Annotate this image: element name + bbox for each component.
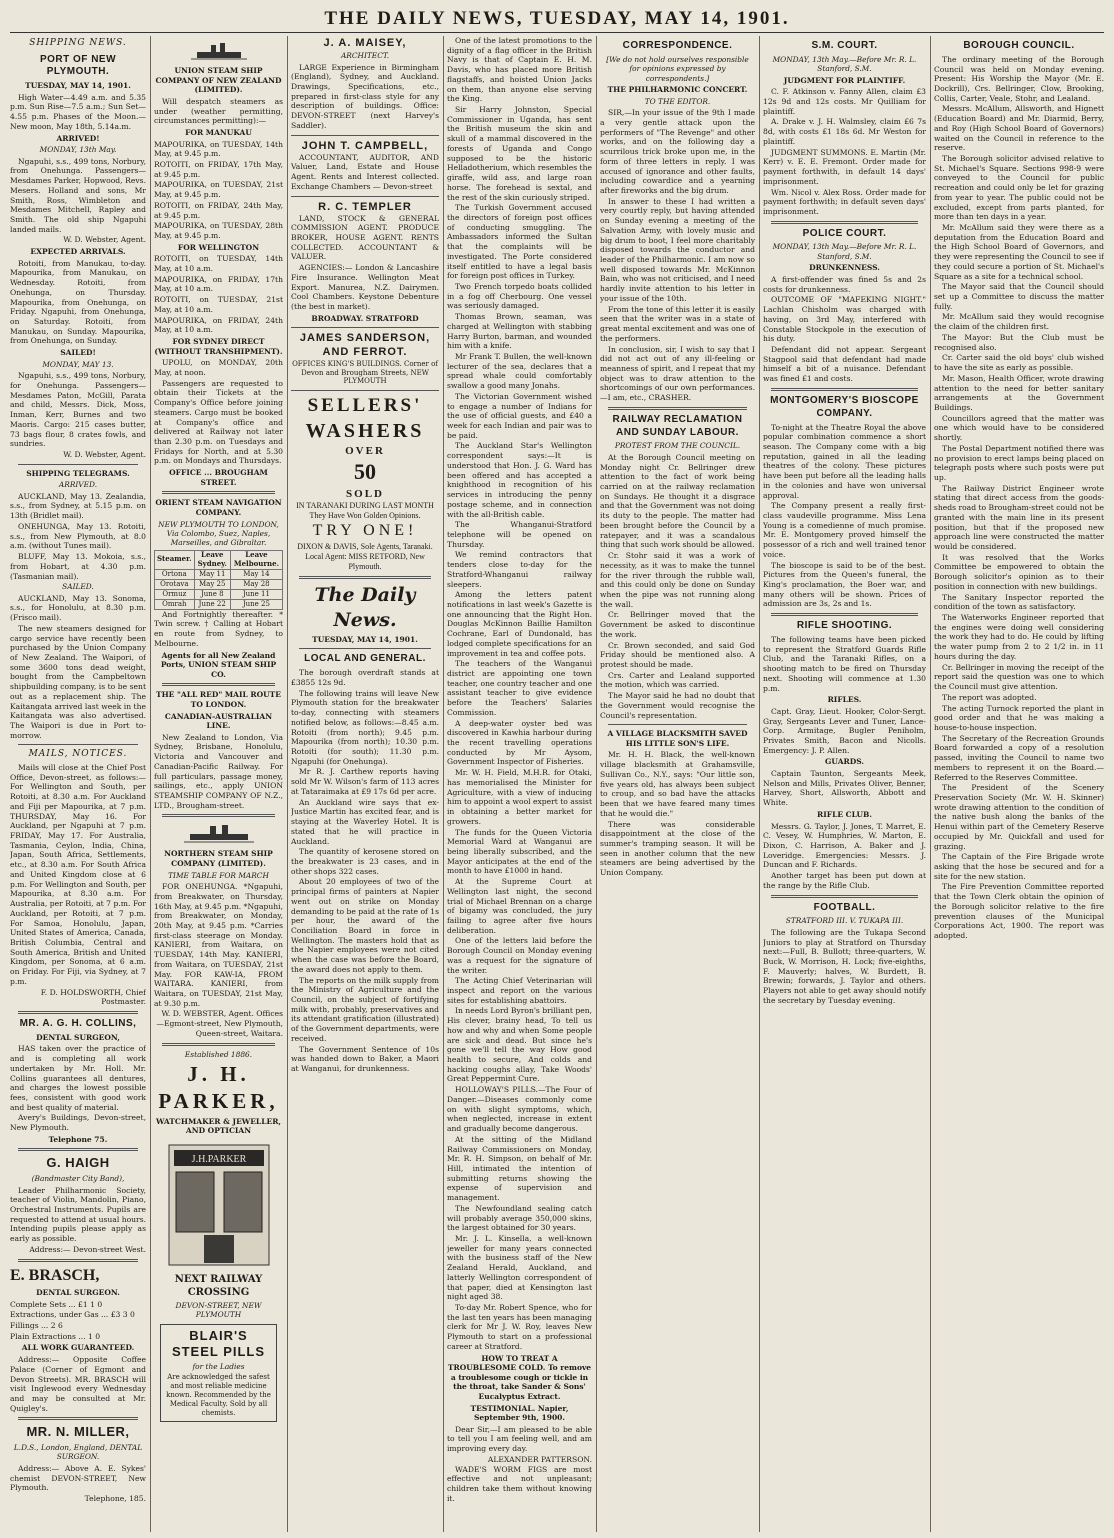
table-header: Steamer. — [155, 550, 195, 569]
column-shipping — [10, 36, 146, 1532]
column-borough-council — [934, 36, 1104, 1532]
column-rule — [150, 36, 151, 1532]
haigh-ad-text: Leader Philharmonic Society, teacher of Violin, Mandolin, Piano, Orchestral Instruments. Pupils are requested to attend at usual hours. Intending pupils please apply as early as possible. — [10, 1185, 146, 1244]
council-paragraph: Cr. Bellringer in moving the receipt of the report said the question was one to which the Council must give attention. — [934, 662, 1104, 692]
miller-ad-subtitle: L.D.S., London, England, DENTAL SURGEON. — [13, 1443, 143, 1462]
to-the-editor: TO THE EDITOR. — [644, 96, 711, 106]
orient-ad-subtitle: NEW PLYMOUTH TO LONDON, Via Colombo, Suez, Naples, Marseilles, and Gibraltar. — [158, 519, 279, 548]
guards-heading: GUARDS. — [824, 757, 865, 767]
divider — [299, 576, 431, 579]
office-line: OFFICE ... BROUGHAM STREET. — [169, 468, 268, 487]
collins-ad-subtitle: DENTAL SURGEON, — [36, 1032, 120, 1042]
article-paragraph: Cr. Stohr said it was a work of necessity, as it was to make the tunnel for the river through the rubble wall, and this could only be done on Sunday when the pipe was not running along the wall. — [600, 551, 755, 609]
team-list: Messrs. G. Taylor, J. Jones, T. Marret, E. C. Vesey, W. Humphries, W. Marton, E. Dixon, C. Harrison, A. Baker and J. Loveridge. Emergencies: Messrs. J. Duncan and F. Richards. — [763, 821, 926, 870]
sellers-agents: DIXON & DAVIS, Sole Agents, Taranaki. — [297, 541, 433, 551]
northern-ad-title: NORTHERN STEAM SHIP COMPANY (LIMITED). — [164, 849, 273, 869]
pills-subtitle: for the Ladies — [192, 1361, 245, 1371]
article-paragraph: Cr. Bellringer moved that the Government be asked to discontinue the work. — [600, 610, 755, 639]
taranaki-line: IN TARANAKI DURING LAST MONTH — [296, 500, 434, 510]
news-item: Two French torpedo boats collided in a fog off Cherbourg. One vessel was seriously damaged. — [447, 281, 592, 311]
column-general-news — [447, 36, 592, 1532]
northern-ad-subtitle: TIME TABLE FOR MARCH — [168, 870, 269, 880]
divider — [18, 1148, 138, 1151]
parker-established: Established 1886. — [184, 1049, 253, 1059]
orient-agents: Agents for all New Zealand Ports, UNION STEAM SHIP CO. — [160, 650, 277, 679]
telegrams-sailed: SAILED. — [62, 582, 94, 592]
letter-paragraph: In conclusion, sir, I wish to say that I did not act out of any ill-feeling or meanness of spirit, and I repeat that my object was to draw attention to the shortcomings of our own performances.—I am, etc., CRASHER. — [600, 344, 755, 403]
arrived-heading: ARRIVED! — [56, 133, 100, 143]
sailing-item: MAPOURIKA, on TUESDAY, 14th May, at 9.45 p.m. — [154, 139, 283, 159]
sailed-date: MONDAY, MAY 13. — [42, 359, 114, 369]
steamship-icon — [189, 40, 249, 62]
sailing-item: MAPOURIKA, on TUESDAY, 28th May, at 9.45 p.m. — [154, 221, 283, 240]
railway-crossing-line: NEXT RAILWAY CROSSING — [174, 1274, 263, 1298]
table-cell: June 22 — [194, 599, 230, 609]
table-cell: May 14 — [230, 569, 282, 579]
templer-agencies: AGENCIES:— London & Lancashire Fire Insurance. Wellington Meat Export. Manurea, N.Z. Dairymen. Cool Chambers. Keystone Debenture (the best in market). — [291, 263, 439, 312]
brasch-price-row: Complete Sets ... £1 1 0 — [10, 1299, 103, 1309]
football-heading: FOOTBALL. — [813, 901, 876, 913]
northern-ad-text: FOR ONEHUNGA. *Ngapuhi, from Breakwater, on Thursday, 16th May, at 9.45 p.m. *Ngapuhi, from Breakwater, on Monday, 20th May, at 9.45 p.m. *Carries first-class steerage on Monday. KANIERI, from Waitara, on TUESDAY, 14th May. KANIERI, from Waitara, on TUESDAY, 21st May. FOR KAW-IA, FROM WAITARA. KANIERI, from Waitara, on TUESDAY, 21st May, at 9.30 p.m. — [154, 882, 283, 1008]
news-item: The teachers of the Wanganui district are appointing one town teacher, one country teacher and one assistant teacher to give evidence before the Teachers' Salaries Commission. — [447, 659, 592, 717]
telegram-item: ONEHUNGA, May 13. Rotoiti, s.s., from New Plymouth, at 8.0 a.m. (without Tunes mail). — [10, 521, 146, 551]
column-steamship-ads — [154, 36, 283, 1532]
article-paragraph: Mr. H. H. Black, the well-known village blacksmith at Grahamsville, Sullivan Co., N.Y., says: "Our little son, five years old, has always been subject to croup, and so bad have the attacks been that we have feared many times that he would die." — [600, 750, 755, 818]
table-cell: June 11 — [230, 589, 282, 599]
correspondence-note: [We do not hold ourselves responsible for opinions expressed by correspondents.] — [606, 54, 749, 83]
over-line: OVER — [345, 445, 385, 458]
blacksmith-heading: A VILLAGE BLACKSMITH SAVED HIS LITTLE SON'S LIFE. — [607, 729, 748, 748]
council-paragraph: Mr. McAllum said they would recognise the claim of the children first. — [934, 312, 1104, 332]
article-paragraph: The following are the Tukapa Second Juniors to play at Stratford on Thursday next:—Full, B. Bullott; three-quarters, W. Buck, W. Morrison, H. Lock; five-eighths, F. Mauverly; halves, W. Burdett, B. Brewin; forwards, J. Taylor and others. Players not able to get away should notify the secretary by Tuesday evening. — [763, 927, 926, 1005]
brasch-guarantee: ALL WORK GUARANTEED. — [21, 1343, 135, 1353]
haigh-ad-subtitle: (Bandmaster City Band), — [31, 1174, 125, 1184]
table-cell: Orotava — [155, 579, 195, 589]
council-paragraph: The acting Turnock reported the plant in good order and that he was making a house-to-house inspection. — [934, 703, 1104, 732]
local-general-heading: LOCAL AND GENERAL. — [304, 653, 426, 665]
pills-title: BLAIR'S STEEL PILLS — [171, 1327, 266, 1360]
table-cell: May 28 — [230, 579, 282, 589]
news-item: The Acting Chief Veterinarian will inspect and report on the various sites for establishing abattoirs. — [447, 976, 592, 1005]
court-item: C. F. Atkinson v. Fanny Allen, claim £3 12s 9d and 12s costs. Mr Quilliam for plaintiff. — [763, 87, 926, 116]
try-one-line: TRY ONE! — [312, 522, 418, 540]
court-item: JUDGMENT SUMMONS. E. Martin (Mr. Kerr) v. E. E. Fremont. Order made for payment forthwith, in default 14 days' imprisonment. — [763, 147, 926, 186]
council-paragraph: The Borough solicitor advised relative to St. Michael's Square. Sections 998-9 were conveyed to the Council for public recreation and could only be let for grazing from year to year. The public could not be excluded, except from parts planted, for more than ten days in a year. — [934, 153, 1104, 222]
count-line: 50 — [354, 459, 376, 485]
sold-line: SOLD — [346, 487, 384, 500]
council-paragraph: Councillors agreed that the matter was one which would have to be considered shortly. — [934, 413, 1104, 443]
correspondence-heading: CORRESPONDENCE. — [622, 40, 733, 51]
divider — [771, 895, 918, 898]
shopfront-illustration — [164, 1140, 274, 1270]
local-item: About 20 employees of two of the principal firms of painters at Napier went out on strike on Monday demanding to be paid at the rate of 1s per hour, the award of the Conciliation Board in force in Wellington. The masters hold that as the Napier employees were not cited when the case was before the Board, the award does not apply to them. — [291, 877, 439, 974]
divider — [162, 683, 275, 686]
divider — [18, 1259, 138, 1262]
court-item: A. Drake v. J. H. Walmsley, claim £6 7s 8d, with costs £1 18s 6d. Mr Weston for plaintiff. — [763, 117, 926, 146]
sanderson-ad-text: OFFICES KING'S BUILDINGS. Corner of Devon and Brougham Streets, NEW PLYMOUTH — [292, 359, 438, 386]
worm-figs-advert: WADE'S WORM FIGS are most effective and not unpleasant; children take them without knowing it. — [447, 1464, 592, 1503]
telegrams-arrived: ARRIVED. — [58, 480, 98, 490]
article-paragraph: At the Borough Council meeting on Monday night Cr. Bellringer drew attention to the fact of work being carried on at the railway reclamation on Sundays. He thought it a disgrace and that the Government was not doing its duty to the people. The matter had been brought before the Council by a ratepayer, and it was a scandalous thing that such work should be allowed. — [600, 452, 755, 550]
sm-court-heading: S.M. COURT. — [811, 40, 878, 51]
council-paragraph: The Waterworks Engineer reported that the engines were doing well considering the work they had to do. He could by lifting the water pump from 2 to 2 1/2 in. in 11 hours during the day. — [934, 613, 1104, 661]
news-item: Mr Frank T. Bullen, the well-known lecturer of the sea, declares that a spread whale could comfortably swallow a good many Jonahs. — [447, 352, 592, 391]
collins-ad-title: MR. A. G. H. COLLINS, — [19, 1017, 137, 1029]
divider — [18, 464, 138, 465]
parker-ad-subtitle: WATCHMAKER & JEWELLER, AND OPTICIAN — [155, 1116, 282, 1136]
news-item: HOLLOWAY'S PILLS.—The Four of Danger.—Diseases commonly come on with slight symptoms, which, when neglected, increase in extent and gradually become dangerous. — [447, 1085, 592, 1134]
opinions-line: They Have Won Golden Opinions. — [309, 510, 421, 520]
table-header: Leave Melbourne. — [230, 550, 282, 569]
table-row — [155, 589, 283, 599]
news-item: The Newfoundland sealing catch will probably average 350,000 skins, the largest obtained for 30 years. — [447, 1203, 592, 1233]
mails-text: Mails will close at the Chief Post Office, Devon-street, as follows:— For Wellington and South, per Rotoiti, at 8.30 a.m. For Auckland and Fiji per Mapourika, at 7 p.m. THURSDAY, May 16. For Auckland, per Ngapuhi at 7 p.m. FRIDAY, May 17. For Australia, Tasmania, Ceylon, India, China, Japan, South Africa, Settlements, etc., at 8.30 a.m. For South Africa and United Kingdom close at 6 p.m. For Wellington and South, per Mapourika, at 8.30 a.m. For Australia, per Rotoiti, at 7 p.m. For Auckland, per Rotoiti, at 7 p.m. For Samoa, Honolulu, Japan, United States of America, Canada, British Columbia, Central and South America, British and United Kingdom, per Sonoma, at 6 a.m. on Friday. For Fiji, via Sydney, at 7 p.m. — [10, 763, 146, 986]
police-court-heading: POLICE COURT. — [802, 227, 887, 239]
council-paragraph: Mr. McAllum said they were there as a deputation from the Education Board and the High School Board of Governors, and they were representing the Council to see if they could secure a portion of St. Michael's Square as a site for a technical school. — [934, 223, 1104, 281]
divider — [608, 724, 747, 725]
sellers-line: SELLERS' — [307, 395, 423, 417]
column-rule — [443, 36, 444, 1532]
miller-ad-telephone: Telephone, 185. — [84, 1494, 146, 1504]
news-item: Mr. W. H. Field, M.H.R. for Otaki, has memorialised the Minister for Agriculture, with a view of inducing him to appoint a wool expert to assist in obtaining a better market for growers. — [447, 768, 592, 826]
council-paragraph: The Railway District Engineer wrote stating that direct access from the goods-sheds road to Brougham-street could not be granted with the main line in its present position, but that if the proposed new approach line were constructed the matter would be considered. — [934, 483, 1104, 552]
sailing-item: ROTOITI, on TUESDAY, 21st May, at 10 a.m. — [154, 295, 283, 314]
brasch-price-row: Plain Extractions ... 1 0 — [10, 1331, 101, 1341]
canadian-line: CANADIAN-AUSTRALIAN LINE. — [164, 711, 273, 731]
divider — [771, 221, 918, 224]
collins-ad-telephone: Telephone 75. — [48, 1134, 108, 1144]
football-subheading: STRATFORD III. V. TUKAPA III. — [785, 916, 904, 926]
news-item: The Whanganui-Stratford telephone will be opened on Thursday. — [447, 520, 592, 549]
local-item: The reports on the milk supply from the Ministry of Agriculture and the Council, on the subject of fortifying milk with, probably, preservatives and its attendant gratification (illustrated) of the Government departments, were received. — [291, 975, 439, 1043]
judgment-heading: JUDGMENT FOR PLAINTIFF. — [783, 75, 906, 85]
news-item: At the Supreme Court at Wellington last night, the second trial of Michael Brennan on a charge of bigamy was concluded, the jury failing to agree after five hours deliberation. — [447, 877, 592, 935]
sm-court-subheading: MONDAY, 13th May.—Before Mr. R. L. Stanford, S.M. — [772, 54, 917, 74]
news-item: At the sitting of the Midland Railway Commissioners on Monday, Mr. R. H. Simpson, on behalf of Mr. Hill, intimated the intention of submitting returns showing the expense of supervision and management. — [447, 1134, 592, 1203]
sailing-item: MAPOURIKA, on FRIDAY, 17th May, at 10 a.m. — [154, 274, 283, 294]
table-cell: May 11 — [194, 569, 230, 579]
local-item: An Auckland wire says that ex-Justice Martin has excited fear, and is staying at the Waverley Hotel. It is stated that he will practice in Auckland. — [291, 797, 439, 846]
council-paragraph: The Postal Department notified there was no provision to erect lamps being placed on telegraph posts where such posts were put up. — [934, 443, 1104, 482]
sellers-local-agent: Local Agent: MISS RETFORD, New Plymouth. — [305, 551, 425, 572]
column-correspondence — [600, 36, 755, 1532]
news-item: The Victorian Government wished to engage a number of Indians for the use of official guests, and £40 a week for each Indian and pair was to be paid. — [447, 391, 592, 440]
orient-note: And Fortnightly thereafter. * Twin screw. † Calling at Hobart en route from Sydney, to Melbourne. — [154, 609, 283, 648]
telegram-item: AUCKLAND, May 13. Zealandia, s.s., from Sydney, at 5.15 p.m. on 13th (Bridlet mail). — [10, 491, 146, 521]
news-item: Mr. J. L. Kinsella, a well-known jeweller for many years connected with the business staff of the New Zealand Herald, Auckland, and latterly Wellington correspondent of that paper, died at Kensington last night aged 38. — [447, 1233, 592, 1302]
masthead: THE DAILY NEWS, TUESDAY, MAY 14, 1901. — [324, 8, 790, 29]
philharmonic-heading: THE PHILHARMONIC CONCERT. — [607, 85, 748, 95]
maisey-ad-title: J. A. MAISEY, — [323, 37, 407, 49]
newspaper-nameplate: The Daily News. — [314, 584, 416, 631]
collins-ad-address: Avery's Buildings, Devon-street, New Plymouth. — [10, 1113, 146, 1133]
miller-ad-address: Address:— Above A. E. Sykes' chemist DEVON-STREET, New Plymouth. — [10, 1463, 146, 1493]
court-item: A first-offender was fined 5s and 2s costs for drunkenness. — [763, 275, 926, 294]
news-item: The Auckland Star's Wellington correspondent says:—It is understood that Hon. J. G. Ward has been offered and has accepted a knighthood in recognition of his services in introducing the penny postage scheme, and in connection with the all-British cable. — [447, 441, 592, 519]
orient-ad-title: ORIENT STEAM NAVIGATION COMPANY. — [155, 498, 282, 517]
masthead-rule — [10, 32, 1104, 33]
table-cell: May 25 — [194, 579, 230, 589]
brasch-ad-title: E. BRASCH, — [10, 1266, 100, 1284]
templer-ad-text: LAND, STOCK & GENERAL COMMISSION AGENT. PRODUCE BROKER, HOUSE AGENT. RENTS COLLECTED. ACCOUNTANT & VALUER. — [291, 213, 439, 262]
brasch-address: Address:— Opposite Coffee Palace (Corner of Egmont and Devon Streets). MR. BRASCH will visit Inglewood every Wednesday and may be consulted at Mr. Quigley's. — [10, 1355, 146, 1413]
sailed-text: Ngapuhi, s.s., 499 tons, Norbury, for Onehunga. Passengers—Mesdames Paton, McGill, Parata and child, Messrs. Dick, Moss, Inman, Kerr, Burnes and two Maoris. Cargo: 215 cases butter, 73 bags flour, 8 crates fowls, and sundries. — [10, 371, 146, 449]
testimonial-text: Dear Sir,—I am pleased to be able to tell you I am feeling well, and am improving every day. — [447, 1424, 592, 1454]
telegrams-heading: SHIPPING TELEGRAMS. — [26, 468, 130, 478]
passenger-text: Passengers are requested to obtain their Tickets at the Company's Office before joining steamers. Cargo must be booked at Company's office and delivered at Railway not later than 2.30 p.m. on Tuesdays and Fridays for North, and at 5.30 p.m. on Mondays and Thursdays. — [154, 378, 283, 466]
article-paragraph: The bioscope is said to be of the best. Pictures from the Queen's funeral, the King's proclamation, the Boer war, and many others will be shown. Prices of admission are 3s, 2s and 1s. — [763, 560, 926, 609]
letter-paragraph: In answer to these I had written a very courtly reply, but having attended on Sunday evening a meeting of the Salvation Army, with lovely music and big drum to boot, I feel more charitably disposed towards the conductor and leader of the Philharmonic. I am now so well disposed towards Mr. McKinnon Bain, who was not criticised, and I need hardly invite attention to his letter in your issue of the 10th. — [600, 196, 755, 303]
police-court-subheading: MONDAY, 13th May.—Before Mr. R. L. Stanford, S.M. — [772, 242, 917, 261]
sailing-item: ROTOITI, on FRIDAY, 17th May, at 9.45 p.m. — [154, 159, 283, 179]
divider — [162, 1043, 275, 1046]
table-cell: Ormuz — [155, 589, 195, 599]
divider — [162, 814, 275, 817]
port-date: TUESDAY, MAY 14, 1901. — [25, 81, 131, 91]
sailed-heading: SAILED! — [60, 348, 96, 358]
blairs-pills-ad — [160, 1324, 277, 1422]
templer-ad-title: R. C. TEMPLER — [318, 200, 412, 213]
council-paragraph: The President of the Scenery Preservation Society (Mr. W. H. Skinner) wrote drawing attention to the condition of the native bush along the banks of the Henui within part of the Cemetery Reserve occupied by Mr. Quickfall and used for grazing. — [934, 783, 1104, 851]
news-item: Among the letters patent notifications in last week's Gazette is one announcing that the Right Hon. Douglas McKinnon Baillie Hamilton Cochrane, Earl of Dundonald, has lodged complete specifications for an improvement in tea and coffee pots. — [447, 590, 592, 658]
campbell-ad-text: ACCOUNTANT, AUDITOR, AND Valuer, Land, Estate and House Agent. Rents and Interest collected. Exchange Chambers — Devon-street — [291, 152, 439, 191]
northern-agent: W. D. WEBSTER, Agent. Offices—Egmont-street, New Plymouth, Queen-street, Waitara. — [156, 1009, 283, 1038]
council-paragraph: The Captain of the Fire Brigade wrote asking that the hose be secured and for a site for the new station. — [934, 852, 1104, 881]
local-item: The Government Sentence of 10s was handed down to Baker, a Maori at Wanganui, for drunkenness. — [291, 1044, 439, 1074]
court-item: Wm. Nicol v. Alex Ross. Order made for payment forthwith; in default seven days' imprisonment. — [763, 187, 926, 216]
parker-ad-title: J. H. PARKER, — [158, 1062, 279, 1113]
brasch-price-row: Fillings ... 2 6 — [10, 1321, 63, 1331]
news-item: One of the latest promotions to the dignity of a flag officer in the British Navy is that of Captain E. H. M. Davis, who has placed more British flagstaffs, and hoisted Union Jacks on them, than anyone else serving the King. — [447, 36, 592, 104]
column-courts — [763, 36, 926, 1532]
sanderson-ad-title: JAMES SANDERSON, AND FERROT. — [299, 332, 431, 359]
tides-text: High Water—4.49 a.m. and 5.35 p.m. Sun Rise—7.5 a.m.; Sun Set—4.55 p.m. Phases of the Moon.—New moon, May 18th, 5.14a.m. — [10, 92, 146, 131]
article-paragraph: Cr. Brown seconded, and said God Friday should be mentioned also. A protest should be made. — [600, 640, 755, 669]
steamship-icon — [184, 821, 254, 845]
shop-sign: J.H.PARKER — [191, 1154, 246, 1165]
allred-title: THE "ALL RED" MAIL ROUTE TO LONDON. — [156, 690, 281, 709]
column-rule — [930, 36, 931, 1532]
postmaster-signature: F. D. HOLDSWORTH, Chief Postmaster. — [40, 987, 146, 1007]
letter-paragraph: SIR,—In your issue of the 9th I made a very gentle attack upon the performers of "The Revenge" and other works, and on the following day a scurrilous trick broke upon me, in the form of three letters in reply. I was accused of ignorance and other faults, including cowardice and a yearning after fireworks and the big drum. — [600, 108, 755, 196]
sailing-item: ROTOITI, on TUESDAY, 14th May, at 10 a.m. — [154, 254, 283, 274]
council-paragraph: The Secretary of the Recreation Grounds Board forwarded a copy of a resolution passed, inviting the Council to name two members to represent it on the Board.—Referred to the Reserves Committee. — [934, 733, 1104, 782]
sailing-item: ROTOITI, on FRIDAY, 24th May, at 9.45 p.m. — [154, 200, 283, 220]
railway-subheading: PROTEST FROM THE COUNCIL. — [614, 441, 741, 451]
telegram-item: AUCKLAND, May 13. Sonoma, s.s., for Honolulu, at 8.30 p.m. (Frisco mail). — [10, 593, 146, 623]
sydney-text: UPOLU, on MONDAY, 20th May, at noon. — [154, 358, 283, 377]
telegram-item: BLUFF, May 13. Mokoia, s.s., from Hobart, at 4.30 p.m. (Tasmanian mail). — [10, 552, 146, 581]
table-cell: Ortona — [155, 569, 195, 579]
uss-ad-text: Will despatch steamers as under (weather permitting, circumstances permitting):— — [154, 96, 283, 126]
article-paragraph: To-night at the Theatre Royal the above popular combination commence a short season. The Company come with a big reputation, gained in all the leading theatres of the colony. These pictures have been put before all the leading halls in the colonies and have won universal approval. — [763, 422, 926, 500]
borough-council-heading: BOROUGH COUNCIL. — [963, 40, 1075, 51]
sanderson-ad — [291, 327, 439, 386]
cold-advert-heading: HOW TO TREAT A TROUBLESOME COLD. To remove a troublesome cough or tickle in the throat, take Sander & Sons' Eucalyptus Extract. — [447, 1353, 592, 1401]
sellers-washers-ad — [291, 390, 439, 572]
council-paragraph: The Sanitary Inspector reported the condition of the town as satisfactory. — [934, 592, 1104, 612]
agent-signature: W. D. Webster, Agent. — [63, 449, 146, 459]
mails-heading: MAILS, NOTICES. — [28, 749, 128, 760]
maisey-ad-text: LARGE Experience in Birmingham (England), Sydney, and Auckland. Drawings, Specifications, etc., prepared in first-class style for any description of buildings. Office: DEVON-STREET (next Harvey's Saddler). — [291, 62, 439, 130]
court-item: Defendant did not appear. Sergeant Stagpool said that defendant had made himself a bit of a nuisance. Defendant was fined £1 and costs. — [763, 345, 926, 384]
council-paragraph: Mr. Mason, Health Officer, wrote drawing attention to the need for better sanitary arrangements at the Government Buildings. — [934, 373, 1104, 412]
poem-advert: In needs Lord Byron's brilliant pen, His clever, brainy head, To tell us how and why and when Some people are sick and dead. But since he's gone we'll tell the way How good health to secure, And colds and hacking coughs allay, Take Woods' Great Peppermint Cure. — [447, 1006, 592, 1084]
table-cell: June 8 — [194, 589, 230, 599]
local-item: Mr R. J. Carthew reports having sold Mr W. Wilson's farm of 113 acres at Tataraimaka at £9 17s 6d per acre. — [291, 767, 439, 796]
brasch-price-row: Extractions, under Gas ... £3 3 0 — [10, 1310, 135, 1320]
news-item: A deep-water oyster bed was discovered in Kawhia harbour during the recent travelling operations conducted by Mr Aysom, Government Inspector of Fisheries. — [447, 718, 592, 767]
campbell-ad — [291, 135, 439, 192]
testimonial-signature: ALEXANDER PATTERSON. — [487, 1454, 592, 1464]
column-rule — [596, 36, 597, 1532]
sailing-item: MAPOURIKA, on FRIDAY, 24th May, at 10 a.m. — [154, 315, 283, 335]
local-item: The quantity of kerosene stored on the breakwater is 23 cases, and in other shops 322 cases. — [291, 847, 439, 876]
news-item: To-day Mr. Robert Spence, who for the last ten years has been managing clerk for Mr J. W. Roy, leaves New Plymouth to start on a professional career at Stratford. — [447, 1303, 592, 1351]
issue-date: TUESDAY, MAY 14, 1901. — [312, 634, 418, 644]
news-item: One of the letters laid before the Borough Council on Monday evening was a request for the signature of the writer. — [447, 936, 592, 975]
news-item: The funds for the Queen Victoria Memorial Ward at Wanganui are being liberally subscribed, and the Mayor anticipates at the end of the month to have £1000 in hand. — [447, 827, 592, 876]
pills-text: Are acknowledged the safest and most reliable medicine known. Recommended by the Medical Faculty. Sold by all chemists. — [166, 1373, 271, 1418]
haigh-ad-address: Address:— Devon-street West. — [29, 1244, 146, 1254]
rifles-heading: RIFLES. — [827, 695, 862, 705]
council-paragraph: Cr. Carter said the old boys' club wished to have the site as early as possible. — [934, 353, 1104, 373]
campbell-ad-title: JOHN T. CAMPBELL, — [301, 139, 429, 152]
table-row — [155, 569, 283, 579]
local-item: The following trains will leave New Plymouth station for the breakwater to-day, connecting with steamers notified below, as follows:—8.45 a.m. Rotoiti (from north); 9.45 p.m. Mapourika (from north); 10.30 p.m. Rotoiti (for south); 11.30 p.m. Ngapuhi (for Onehunga). — [291, 688, 439, 766]
divider — [771, 613, 918, 616]
drunkenness-heading: DRUNKENNESS. — [809, 263, 880, 273]
arrived-date: MONDAY, 13th May. — [39, 145, 117, 155]
council-paragraph: It was resolved that the Works Committee be empowered to obtain the Borough solicitor's opinion as to their position in connection with new buildings. — [934, 552, 1104, 591]
divider — [771, 388, 918, 391]
news-item: The Turkish Government accused the directors of foreign post offices of conducting smuggling. The Ambassadors informed the Sultan that the complaints will be investigated. The Porte considered itself entitled to have a legal basis for foreign post offices in Turkey. — [447, 203, 592, 281]
manukau-heading: FOR MANUKAU — [185, 127, 252, 137]
table-row — [155, 599, 283, 609]
news-item: Sir Harry Johnston, Special Commissioner in Uganda, has sent the British museum the skin and skull of a mammal discovered in the forests of Uganda and Congo supposed to be the historic Helladotherium, which resembles the giraffe, wild ass, and large roan horse. The forehead is sextal, and the rest of the skin curiously striped. — [447, 105, 592, 202]
arrived-text: Ngapuhi, s.s., 499 tons, Norbury, from Onehunga. Passengers—Mesdames Parker, Hopwood, Revs. Mesers. Holland and sons, Mr Smith, Ross, Wimbleton and Mesdames Mitchell, Rapley and Smith. The old ship Ngapuhi landed mails. — [10, 156, 146, 234]
article-paragraph: Another target has been put down at the range by the Rifle Club. — [763, 871, 926, 890]
sydney-heading: FOR SYDNEY DIRECT (WITHOUT TRANSHIPMENT). — [154, 337, 283, 356]
maisey-ad-subtitle: ARCHITECT. — [340, 51, 390, 61]
sailing-item: MAPOURIKA, on TUESDAY, 21st May, at 9.45 p.m. — [154, 180, 283, 200]
article-paragraph: Crs. Carter and Lealand supported the motion, which was carried. — [600, 670, 755, 690]
orient-sailings-table — [154, 550, 283, 610]
expected-heading: EXPECTED ARRIVALS. — [30, 247, 126, 257]
council-paragraph: The Mayor: But the Club must be recognised also. — [934, 332, 1104, 352]
divider — [608, 407, 747, 410]
railway-heading: RAILWAY RECLAMATION AND SUNDAY LABOUR. — [612, 413, 743, 438]
council-paragraph: The ordinary meeting of the Borough Council was held on Monday evening. Present: His Worship the Mayor (Mr. E. Dockrill), Crs. Bellringer, Clow, Brooking, Collis, Carter, Veale, Stohr, and Lealand. — [934, 54, 1104, 103]
parker-address: DEVON-STREET, NEW PLYMOUTH — [175, 1300, 262, 1320]
column-rule — [287, 36, 288, 1532]
article-paragraph: The Mayor said he had no doubt that the Government would recognise the Council's representation. — [600, 691, 755, 720]
table-row — [155, 579, 283, 589]
uss-ad-title: UNION STEAM SHIP COMPANY OF NEW ZEALAND (LIMITED). — [155, 66, 282, 95]
table-cell: Omrah — [155, 599, 195, 609]
templer-address: BROADWAY. STRATFORD — [311, 313, 419, 323]
miller-ad-title: MR. N. MILLER, — [26, 1424, 130, 1440]
council-paragraph: Messrs. McAllum, Allsworth, and Hignett (Education Board) and Mr. Diarmid, Berry, and Roy (High School Board of Governors) waited on the Council in reference to the reserve. — [934, 104, 1104, 153]
table-header: Leave Sydney. — [194, 550, 230, 569]
team-list: Capt. Gray, Lieut. Hooker, Color-Sergt. Gray, Sergeants Lever and Tuner, Lance-Corp. Armitage, Bugler Peniholm, Privates Smith, Bacon and Nicolls. Emergency: J. P. Allen. — [763, 706, 926, 755]
brasch-ad-subtitle: DENTAL SURGEON. — [36, 1288, 120, 1298]
canadian-text: New Zealand to London, Via Sydney, Brisbane, Honolulu, Victoria and Vancouver and Canadian-Pacific Railway. For full particulars, passage money, sailings, etc., apply UNION STEAMSHIP COMPANY OF N.Z., LTD., Brougham-street. — [154, 732, 283, 810]
rifle-shooting-heading: RIFLE SHOOTING. — [796, 620, 893, 632]
council-paragraph: The Mayor said that the Council should set up a Committee to discuss the matter fully. — [934, 282, 1104, 311]
news-item: Thomas Brown, seaman, was charged at Wellington with stabbing Harry Burton, barman, and wounded him with a knife. — [447, 312, 592, 351]
divider — [18, 1417, 138, 1420]
agent-signature: W. D. Webster, Agent. — [63, 235, 146, 245]
testimonial-heading: TESTIMONIAL. Napier, September 9th, 1900. — [470, 1403, 569, 1423]
bioscope-heading: MONTGOMERY'S BIOSCOPE COMPANY. — [770, 394, 919, 419]
news-item: We remind contractors that tenders close to-day for the Stratford-Whanganui railway sleepers. — [447, 550, 592, 589]
section-kicker: SHIPPING NEWS. — [29, 38, 127, 48]
council-paragraph: The report was adopted. — [942, 692, 1037, 702]
column-ads-local — [291, 36, 439, 1532]
rifle-club-heading: RIFLE CLUB. — [817, 809, 872, 819]
article-paragraph: The following teams have been picked to represent the Stratford Guards Rifle Club, and the Taranaki Rifles, on a shooting match to be fired on Thursday next. Shooting will commence at 1.30 p.m. — [763, 634, 926, 693]
expected-text: Rotoiti, from Manukau, to-day. Mapourika, from Manukau, on Wednesday. Rotoiti, from Onehunga, on Thursday. Mapourika, from Onehunga, on Friday. Ngapuhi, from Onehunga, on Saturday. Rotoiti, from Manukau, on Sunday. Mapourika, from Onehunga, on Sunday. — [10, 258, 146, 346]
letter-paragraph: From the tone of this letter it is easily seen that the writer was in a state of great mental excitement and was one of the performers. — [600, 304, 755, 343]
article-paragraph: The Company present a really first-class vaudeville programme. Miss Lena Young is a comedienne of much promise. Mr. E. Montgomery proved himself the possessor of a rich and well trained tenor voice. — [763, 501, 926, 559]
divider — [162, 491, 275, 494]
templer-ad — [291, 196, 439, 324]
court-item: OUTCOME OF "MAFEKING NIGHT." Lachlan Chisholm was charged with having, on 3rd May, interfered with Constable Stockpole in the execution of his duty. — [763, 295, 926, 344]
shipping-news-text: The new steamers designed for cargo service have recently been purchased by the Union Company of New Zealand. The Waipori, of some 3600 tons dead weight, bought from the Campbeltown shipbuilding company, is to be sent out as a replacement ship. The Kaitangata arrived last week in the Kaitangata was also advertised. The Waipori is due in Port to-morrow. — [10, 623, 146, 740]
divider — [18, 744, 138, 745]
article-paragraph: There was considerable disappointment at the close of the summer's tramping season. It will be seen in another column that the new steamers are being advertised by the Union Company. — [600, 819, 755, 878]
haigh-ad-title: G. HAIGH — [46, 1155, 110, 1171]
column-rule — [759, 36, 760, 1532]
team-list: Captain Taunton, Sergeants Meek, Nelson and Mills, Privates Oliver, Benner, Harvey, Short, Allsworth, Abbott and White. — [763, 769, 926, 808]
divider — [299, 648, 431, 649]
collins-ad-text: HAS taken over the practice of and is completing all work undertaken by Mr. Holl. Mr. Collins guarantees all dentures, and charges the lowest possible fees, consistent with good work and best quality of material. — [10, 1044, 146, 1112]
washers-line: WASHERS — [305, 419, 425, 442]
table-cell: June 25 — [230, 599, 282, 609]
wellington-heading: FOR WELLINGTON — [177, 242, 260, 252]
divider — [18, 1011, 138, 1014]
local-item: The borough overdraft stands at £3855 12s 9d. — [291, 668, 439, 687]
port-heading: PORT OF NEW PLYMOUTH. — [39, 53, 117, 78]
council-paragraph: The Fire Prevention Committee reported that the Town Clerk obtain the opinion of the Borough solicitor relative to the fire prevention clauses of the Municipal Corporations Act, 1900. The report was adopted. — [934, 882, 1104, 941]
